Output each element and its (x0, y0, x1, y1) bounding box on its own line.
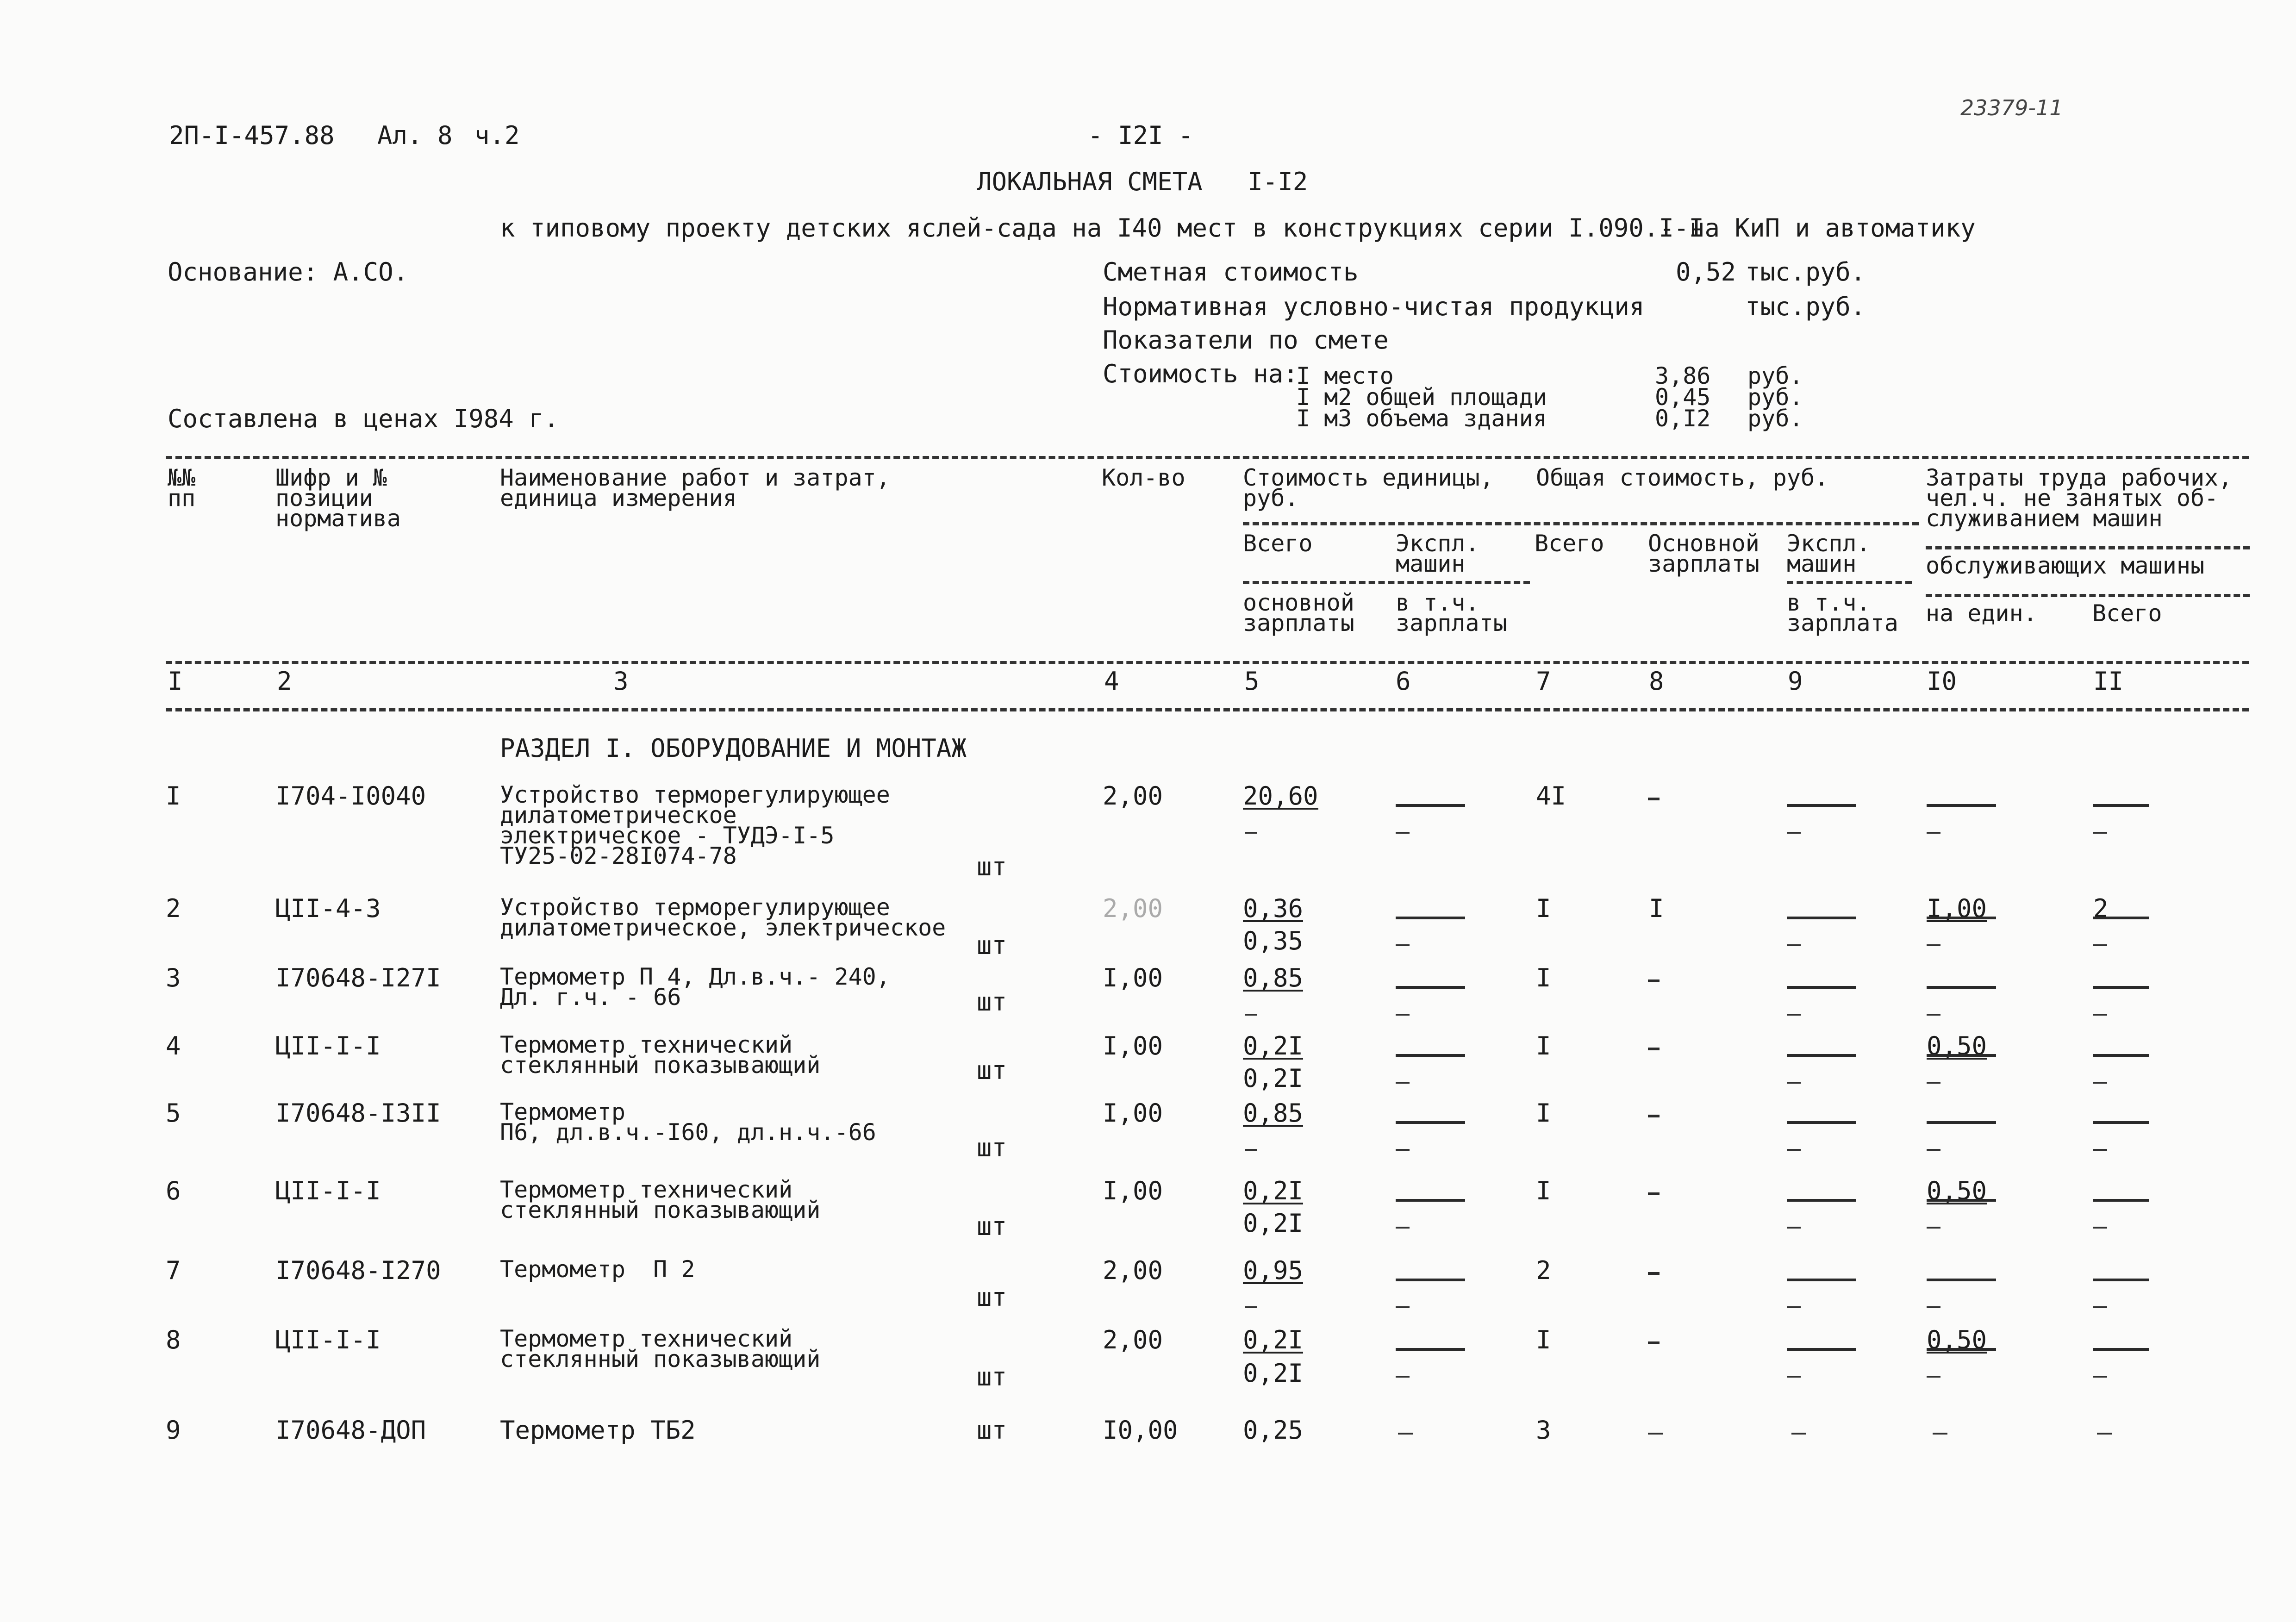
empty-cell-dash (1927, 1054, 1996, 1057)
per-item-label: I место (1296, 362, 1394, 389)
row-number: 9 (166, 1416, 181, 1445)
empty-cell-dash (1927, 832, 1940, 834)
col-header-11: Всего (2092, 600, 2162, 627)
row-unit: шт (977, 1212, 1007, 1241)
cost-label: Сметная стоимость (1103, 257, 1359, 287)
per-item-label: I м3 объема здания (1296, 405, 1547, 432)
empty-cell-dash (1396, 1082, 1410, 1084)
per-item-unit: руб. (1747, 405, 1803, 432)
col-header-labor-sub: обслуживающих машины (1926, 552, 2205, 579)
row-qty: 2,00 (1103, 894, 1163, 923)
empty-cell-dash (1787, 832, 1801, 834)
empty-cell-dash (1927, 1376, 1940, 1378)
col-number: 7 (1536, 667, 1551, 696)
row-unit-cost: 0,85 (1243, 963, 1304, 992)
col-number: I (168, 667, 183, 696)
empty-cell-dash (2093, 1199, 2149, 1202)
row-number: 8 (166, 1325, 181, 1354)
empty-cell-dash (1396, 804, 1465, 807)
col-header-total-cost: Общая стоимость, руб. (1536, 464, 1829, 491)
row-code: ЦII-I-I (275, 1176, 381, 1205)
prices-note: Составлена в ценах I984 г. (168, 404, 559, 433)
empty-cell-dash (2093, 1306, 2107, 1308)
empty-cell-dash (1245, 832, 1257, 834)
empty-cell-dash (1648, 1048, 1660, 1050)
empty-cell-dash (1648, 979, 1660, 982)
empty-cell-dash (1787, 1014, 1801, 1016)
empty-cell-dash (2093, 1121, 2149, 1124)
empty-cell-dash (1787, 1227, 1801, 1229)
page-number: - I2I - (1088, 121, 1193, 150)
empty-cell-dash (2093, 1376, 2107, 1378)
empty-cell-dash (1927, 1279, 1996, 1281)
col-header-10: на един. (1926, 600, 2037, 627)
row-number: 2 (166, 894, 181, 923)
empty-cell-dash (2093, 1014, 2107, 1016)
empty-cell-dash (1927, 1149, 1940, 1151)
column-number-rule (166, 708, 2249, 711)
header-sub-rule (1926, 594, 2250, 597)
row-unit: шт (977, 1133, 1007, 1162)
col-header-5-bottom: основной зарплаты (1243, 589, 1354, 636)
row-unit-cost: 0,95 (1243, 1256, 1304, 1285)
row-unit: шт (977, 852, 1007, 881)
per-item-unit: руб. (1747, 384, 1803, 411)
row-number: I (166, 781, 181, 811)
row-number: 7 (166, 1256, 181, 1285)
empty-cell-dash (1396, 986, 1465, 989)
empty-cell-dash (2093, 986, 2149, 989)
row-unit-salary: 0,35 (1243, 926, 1304, 955)
col-header-labor: Затраты труда рабочих, чел.ч. не занятых об- служиванием машин (1926, 464, 2233, 532)
album-number: Ал. 8 (377, 121, 453, 150)
col-number: II (2093, 667, 2124, 696)
row-unit: шт (977, 1056, 1007, 1085)
row-qty: I,00 (1103, 1176, 1163, 1205)
empty-cell-dash (1787, 944, 1801, 946)
empty-cell-dash (1396, 832, 1410, 834)
row-name: Термометр технический стеклянный показывающий (500, 1031, 821, 1079)
document-subtitle-right: - на КиП и автоматику (1660, 213, 1976, 243)
norm-unit: тыс.руб. (1745, 292, 1866, 321)
cost-value: 0,52 (1676, 257, 1736, 287)
row-labor-total: 2 (2093, 894, 2109, 923)
empty-cell-dash (1927, 944, 1940, 946)
row-labor-unit: 0,50 (1927, 1176, 1987, 1205)
row-code: I70648-I270 (275, 1256, 441, 1285)
empty-cell-dash (1927, 1014, 1940, 1016)
empty-cell-dash (2093, 804, 2149, 807)
header-mid-rule (1243, 522, 1919, 525)
row-total: I (1536, 1325, 1551, 1354)
row-unit-salary: 0,2I (1243, 1209, 1304, 1238)
col-header-9-bottom: в т.ч. зарплата (1787, 589, 1898, 636)
empty-cell-dash (1927, 1348, 1996, 1351)
header-sub-rule (1787, 581, 1912, 584)
empty-cell-dash (2093, 1227, 2107, 1229)
col-header-4: Кол-во (1102, 464, 1185, 491)
empty-cell-dash (1787, 917, 1856, 919)
row-number: 4 (166, 1031, 181, 1061)
row-total: I (1536, 963, 1551, 992)
col-number: 9 (1788, 667, 1803, 696)
empty-cell-dash (1927, 1121, 1996, 1124)
empty-cell-dash (1933, 1433, 1947, 1435)
col-number: 2 (277, 667, 292, 696)
row-unit: шт (977, 1362, 1007, 1391)
row-name: Термометр технический стеклянный показывающий (500, 1176, 821, 1223)
col-header-6-top: Экспл. машин (1396, 530, 1479, 577)
row-total: I (1536, 894, 1551, 923)
row-qty: 2,00 (1103, 1256, 1163, 1285)
col-header-8: Основной зарплаты (1648, 530, 1759, 577)
doc-code: 2П-I-457.88 (169, 121, 335, 150)
empty-cell-dash (1927, 917, 1996, 919)
col-header-3: Наименование работ и затрат, единица измерения (500, 464, 890, 512)
part-number: ч.2 (474, 121, 520, 150)
row-name: Термометр ТБ2 (500, 1416, 696, 1445)
row-qty: I,00 (1103, 1098, 1163, 1128)
row-unit: шт (977, 1416, 1007, 1445)
row-qty: I,00 (1103, 963, 1163, 992)
row-unit-cost: 20,60 (1243, 781, 1318, 811)
row-number: 3 (166, 963, 181, 992)
row-number: 6 (166, 1176, 181, 1205)
empty-cell-dash (2093, 917, 2149, 919)
empty-cell-dash (1787, 1376, 1801, 1378)
col-number: 4 (1104, 667, 1119, 696)
row-total: I (1536, 1176, 1551, 1205)
empty-cell-dash (1791, 1433, 1806, 1435)
row-salary-total: I (1649, 894, 1664, 923)
empty-cell-dash (1396, 1054, 1465, 1057)
row-unit-cost: 0,2I (1243, 1031, 1304, 1061)
empty-cell-dash (1396, 1121, 1465, 1124)
empty-cell-dash (1787, 1306, 1801, 1308)
empty-cell-dash (1396, 944, 1410, 946)
row-total: 4I (1536, 781, 1566, 811)
empty-cell-dash (1927, 804, 1996, 807)
empty-cell-dash (1396, 1014, 1410, 1016)
empty-cell-dash (1648, 1192, 1660, 1195)
empty-cell-dash (1396, 1227, 1410, 1229)
row-qty: I,00 (1103, 1031, 1163, 1061)
row-name: Термометр П 2 (500, 1256, 695, 1283)
header-mid-rule (1926, 546, 2250, 549)
empty-cell-dash (1648, 1272, 1660, 1275)
row-unit-cost: 0,85 (1243, 1098, 1304, 1128)
document-title: ЛОКАЛЬНАЯ СМЕТА I-I2 (977, 167, 1308, 196)
row-labor-unit: 0,50 (1927, 1031, 1987, 1061)
basis-text: Основание: А.СО. (168, 257, 409, 287)
empty-cell-dash (1787, 1082, 1801, 1084)
empty-cell-dash (1787, 804, 1856, 807)
empty-cell-dash (1927, 1227, 1940, 1229)
empty-cell-dash (1648, 1433, 1663, 1435)
col-header-unit-cost: Стоимость единицы, руб. (1243, 464, 1494, 512)
row-unit-cost: 0,2I (1243, 1176, 1304, 1205)
row-name: Термометр технический стеклянный показывающий (500, 1325, 821, 1372)
empty-cell-dash (1787, 1121, 1856, 1124)
empty-cell-dash (2093, 944, 2107, 946)
empty-cell-dash (1787, 1054, 1856, 1057)
row-name: Термометр П6, дл.в.ч.-I60, дл.н.ч.-66 (500, 1098, 876, 1146)
row-labor-unit: I,00 (1927, 894, 1987, 923)
per-item-value: 3,86 (1655, 362, 1711, 389)
col-number: 8 (1649, 667, 1664, 696)
empty-cell-dash (2093, 1054, 2149, 1057)
empty-cell-dash (1927, 986, 1996, 989)
per-item-label: I м2 общей площади (1296, 384, 1547, 411)
row-number: 5 (166, 1098, 181, 1128)
row-unit-salary: 0,2I (1243, 1064, 1304, 1093)
empty-cell-dash (1398, 1433, 1413, 1435)
row-name: Термометр П 4, Дл.в.ч.- 240, Дл. г.ч. - 66 (500, 963, 890, 1011)
row-code: ЦII-4-3 (275, 894, 381, 923)
empty-cell-dash (1396, 1149, 1410, 1151)
row-unit-salary: 0,2I (1243, 1359, 1304, 1388)
row-qty: 2,00 (1103, 1325, 1163, 1354)
header-top-rule (166, 456, 2249, 459)
empty-cell-dash (1648, 1341, 1660, 1344)
row-unit: шт (977, 931, 1007, 960)
row-unit-cost: 0,2I (1243, 1325, 1304, 1354)
row-name: Устройство терморегулирующее дилатометрическое, электрическое (500, 894, 946, 941)
empty-cell-dash (1787, 1348, 1856, 1351)
empty-cell-dash (1396, 1199, 1465, 1202)
col-header-7: Всего (1535, 530, 1604, 557)
empty-cell-dash (1396, 1348, 1465, 1351)
empty-cell-dash (2093, 1279, 2149, 1281)
per-item-unit: руб. (1747, 362, 1803, 389)
empty-cell-dash (2093, 1149, 2107, 1151)
col-number: 3 (613, 667, 629, 696)
empty-cell-dash (1245, 1014, 1257, 1016)
empty-cell-dash (1245, 1149, 1257, 1151)
empty-cell-dash (1245, 1306, 1257, 1308)
row-code: ЦII-I-I (275, 1325, 381, 1354)
row-unit-cost: 0,25 (1243, 1416, 1304, 1445)
row-unit-cost: 0,36 (1243, 894, 1304, 923)
cost-unit: тыс.руб. (1745, 257, 1866, 287)
header-bottom-rule (166, 661, 2249, 664)
row-unit: шт (977, 987, 1007, 1017)
per-item-value: 0,I2 (1655, 405, 1711, 432)
empty-cell-dash (2093, 1348, 2149, 1351)
col-header-6-bottom: в т.ч. зарплаты (1396, 589, 1507, 636)
empty-cell-dash (1787, 1279, 1856, 1281)
col-number: 5 (1244, 667, 1260, 696)
row-code: ЦII-I-I (275, 1031, 381, 1061)
empty-cell-dash (1396, 1376, 1410, 1378)
row-qty: I0,00 (1103, 1416, 1178, 1445)
col-number: 6 (1396, 667, 1411, 696)
empty-cell-dash (1648, 1115, 1660, 1117)
header-sub-rule (1243, 581, 1530, 584)
row-total: I (1536, 1031, 1551, 1061)
col-header-9-top: Экспл. машин (1787, 530, 1871, 577)
row-total: 3 (1536, 1416, 1551, 1445)
handwritten-stamp: 23379-11 (1960, 95, 2063, 120)
norm-label: Нормативная условно-чистая продукция (1103, 292, 1645, 321)
empty-cell-dash (1396, 917, 1465, 919)
empty-cell-dash (1648, 798, 1660, 800)
col-header-1: №№ пп (168, 464, 196, 512)
row-code: I70648-I27I (275, 963, 441, 992)
empty-cell-dash (2097, 1433, 2112, 1435)
row-total: 2 (1536, 1256, 1551, 1285)
empty-cell-dash (1927, 1199, 1996, 1202)
empty-cell-dash (1787, 986, 1856, 989)
section-title: РАЗДЕЛ I. ОБОРУДОВАНИЕ И МОНТАЖ (500, 734, 967, 763)
col-header-2: Шифр и № позиции норматива (275, 464, 401, 532)
per-label: Стоимость на: (1103, 359, 1298, 388)
empty-cell-dash (1927, 1306, 1940, 1308)
row-code: I70648-ДОП (275, 1416, 426, 1445)
empty-cell-dash (1787, 1149, 1801, 1151)
row-labor-unit: 0,50 (1927, 1325, 1987, 1354)
col-number: I0 (1927, 667, 1957, 696)
row-code: I70648-I3II (275, 1098, 441, 1128)
document-subtitle: к типовому проекту детских яслей-сада на I40 мест в конструкциях серии I.090.I-I (500, 213, 1704, 243)
indicators-label: Показатели по смете (1103, 325, 1389, 355)
per-item-value: 0,45 (1655, 384, 1711, 411)
empty-cell-dash (1396, 1279, 1465, 1281)
empty-cell-dash (1787, 1199, 1856, 1202)
row-total: I (1536, 1098, 1551, 1128)
empty-cell-dash (1396, 1306, 1410, 1308)
row-qty: 2,00 (1103, 781, 1163, 811)
empty-cell-dash (1927, 1082, 1940, 1084)
empty-cell-dash (2093, 832, 2107, 834)
col-header-5-top: Всего (1243, 530, 1313, 557)
empty-cell-dash (2093, 1082, 2107, 1084)
row-unit: шт (977, 1283, 1007, 1312)
row-code: I704-I0040 (275, 781, 426, 811)
row-name: Устройство терморегулирующее дилатометрическое электрическое - ТУДЭ-I-5 ТУ25-02-28I074-78 (500, 781, 890, 869)
